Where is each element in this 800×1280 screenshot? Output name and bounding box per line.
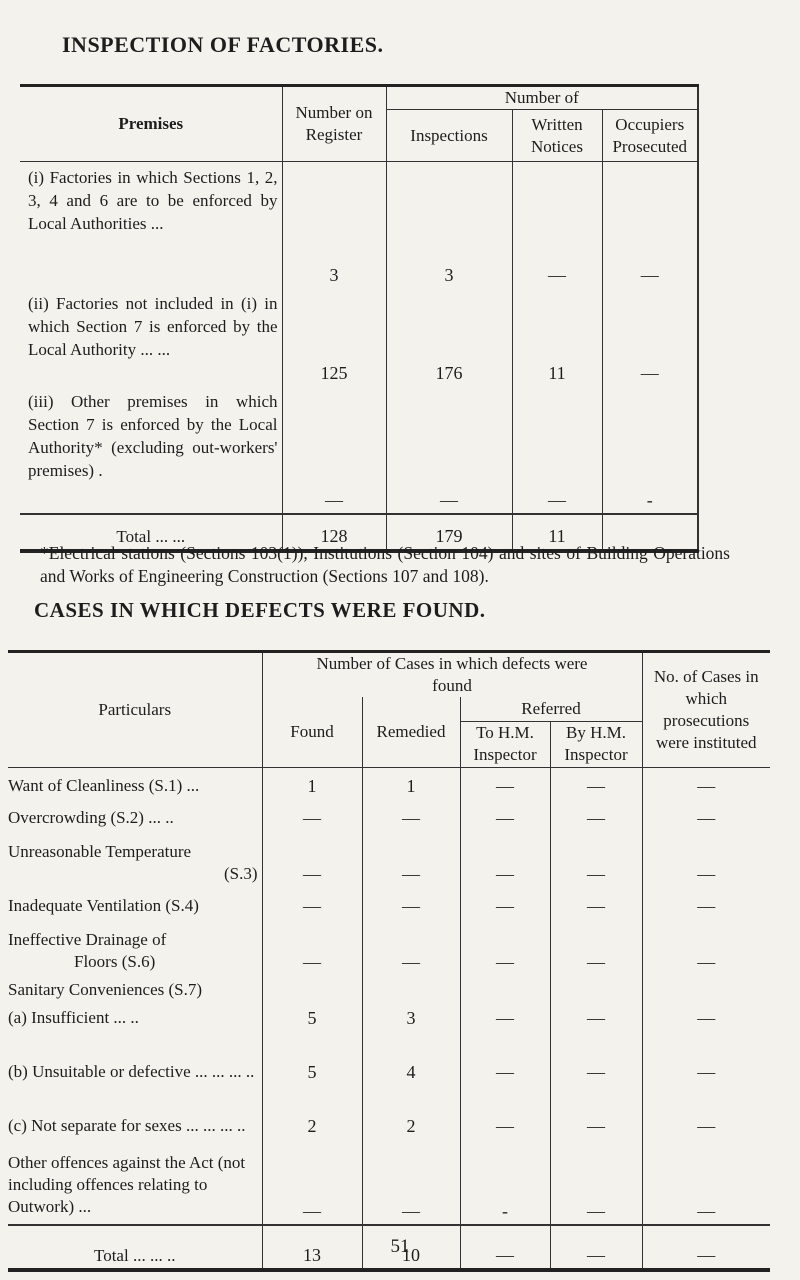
col-written-header: Written Notices xyxy=(512,110,602,162)
total-found: 13 xyxy=(262,1225,362,1270)
cell-remedied: — xyxy=(362,831,460,887)
col-to-hm-header: To H.M. Inspector xyxy=(460,721,550,767)
table-row xyxy=(20,162,698,288)
cell-by-hm: — xyxy=(550,919,642,975)
table-row xyxy=(8,975,770,1003)
cell-remedied: 2 xyxy=(362,1085,460,1139)
table-row xyxy=(8,1031,770,1085)
page-number: 51 xyxy=(390,1236,410,1257)
cell-written: — xyxy=(512,386,602,514)
footnote: *Electrical stations (Sections 103(1)), Institutions (Section 104) and sites of Building Operations and Works of Engineering Construction (Sections 107 and 108). xyxy=(40,543,730,586)
total-prosecutions: — xyxy=(642,1225,770,1270)
cell-remedied: 4 xyxy=(362,1031,460,1085)
cell-prosecuted: - xyxy=(602,386,698,514)
cell-register: 3 xyxy=(282,162,386,288)
table-row xyxy=(8,1139,770,1225)
row-label: Ineffective Drainage of xyxy=(8,930,167,949)
page-heading: INSPECTION OF FACTORIES. xyxy=(62,32,384,57)
row-label-section: Floors (S.6) xyxy=(74,952,156,971)
total-remedied: 10 xyxy=(362,1225,460,1270)
inspections-table xyxy=(20,84,699,553)
col-found-header: Found xyxy=(262,697,362,767)
col-remedied-header: Remedied xyxy=(362,697,460,767)
total-register: 128 xyxy=(282,514,386,551)
cell-prosecutions: — xyxy=(642,1139,770,1225)
table-row xyxy=(20,386,698,514)
row-label-cell xyxy=(8,831,262,887)
cell-prosecutions: — xyxy=(642,1031,770,1085)
cell-to-hm: — xyxy=(460,799,550,831)
row-label: Unreasonable Temperature xyxy=(8,842,192,861)
table-row xyxy=(8,1085,770,1139)
total-label: Total ... ... xyxy=(20,514,282,551)
col-number-of-header: Number of xyxy=(386,86,698,110)
col-referred-header: Referred xyxy=(460,697,642,721)
row-label: (a) Insufficient ... .. xyxy=(8,1008,139,1027)
cell-written: — xyxy=(512,162,602,288)
cell-prosecutions: — xyxy=(642,1003,770,1031)
cell-inspections: — xyxy=(386,386,512,514)
row-label: (b) Unsuitable or defective ... ... ... .. xyxy=(8,1062,255,1081)
cell-to-hm: — xyxy=(460,887,550,919)
cell-found: — xyxy=(262,799,362,831)
cell-prosecutions: — xyxy=(642,1085,770,1139)
cell-prosecutions: — xyxy=(642,919,770,975)
cell-found: — xyxy=(262,919,362,975)
cell-remedied: — xyxy=(362,799,460,831)
cell-register: — xyxy=(282,386,386,514)
cell-inspections: 3 xyxy=(386,162,512,288)
col-prosecutions-header: No. of Cases in which prosecutions were instituted xyxy=(642,652,770,768)
col-inspections-header: Inspections xyxy=(386,110,512,162)
cell-by-hm: — xyxy=(550,831,642,887)
total-written: 11 xyxy=(512,514,602,551)
row-label: (i) Factories in which Sections 1, 2, 3, 4 and 6 are to be enforced by Local Authorities ... xyxy=(28,168,278,233)
row-label: (iii) Other premises in which Section 7 is enforced by the Local Authority* (excluding out-workers' premises) . xyxy=(28,391,278,480)
cell-by-hm: — xyxy=(550,767,642,799)
cell-prosecuted: — xyxy=(602,162,698,288)
row-label-cell xyxy=(8,919,262,975)
cell-to-hm: — xyxy=(460,1085,550,1139)
cell-remedied: 3 xyxy=(362,1003,460,1031)
cell-by-hm: — xyxy=(550,1139,642,1225)
cell-to-hm: — xyxy=(460,919,550,975)
table-row xyxy=(8,831,770,887)
table-row xyxy=(8,1003,770,1031)
cell-found: 5 xyxy=(262,1031,362,1085)
col-particulars-header: Particulars xyxy=(8,652,262,768)
total-by-hm: — xyxy=(550,1225,642,1270)
row-label: Inadequate Ventilation (S.4) xyxy=(8,896,199,915)
section-heading: CASES IN WHICH DEFECTS WERE FOUND. xyxy=(34,598,486,622)
cell-found: 2 xyxy=(262,1085,362,1139)
cell-inspections: 176 xyxy=(386,288,512,386)
table-row xyxy=(8,799,770,831)
table-row xyxy=(8,887,770,919)
total-inspections: 179 xyxy=(386,514,512,551)
cell-found: — xyxy=(262,1139,362,1225)
cell-by-hm: — xyxy=(550,1031,642,1085)
cell-to-hm: — xyxy=(460,831,550,887)
cell-prosecutions: — xyxy=(642,831,770,887)
col-premises-header: Premises xyxy=(20,86,282,162)
cell-to-hm: — xyxy=(460,1003,550,1031)
cell-to-hm: - xyxy=(460,1139,550,1225)
col-number-cases-header: Number of Cases in which defects were found xyxy=(262,652,642,698)
row-label: Sanitary Conveniences (S.7) xyxy=(8,980,203,999)
table-row xyxy=(8,919,770,975)
cell-prosecuted: — xyxy=(602,288,698,386)
cell-by-hm: — xyxy=(550,1085,642,1139)
cell-prosecutions: — xyxy=(642,799,770,831)
cell-remedied: — xyxy=(362,887,460,919)
cell-found: 1 xyxy=(262,767,362,799)
cell-by-hm: — xyxy=(550,1003,642,1031)
cell-to-hm: — xyxy=(460,1031,550,1085)
total-to-hm: — xyxy=(460,1225,550,1270)
cell-found: — xyxy=(262,831,362,887)
col-prosecuted-header: Occupiers Prosecuted xyxy=(602,110,698,162)
col-by-hm-header: By H.M. Inspector xyxy=(550,721,642,767)
cell-prosecutions: — xyxy=(642,887,770,919)
cell-remedied: — xyxy=(362,919,460,975)
total-label: Total ... ... .. xyxy=(8,1225,262,1270)
cell-register: 125 xyxy=(282,288,386,386)
row-label: (c) Not separate for sexes ... ... ... .. xyxy=(8,1116,246,1135)
cell-found: — xyxy=(262,887,362,919)
cell-remedied: 1 xyxy=(362,767,460,799)
cell-by-hm: — xyxy=(550,887,642,919)
cell-by-hm: — xyxy=(550,799,642,831)
cell-prosecutions: — xyxy=(642,767,770,799)
col-register-header: Number on Register xyxy=(282,86,386,162)
cell-remedied: — xyxy=(362,1139,460,1225)
cell-written: 11 xyxy=(512,288,602,386)
table-row xyxy=(8,767,770,799)
row-label: Overcrowding (S.2) ... .. xyxy=(8,808,174,827)
row-label: (ii) Factories not included in (i) in which Section 7 is enforced by the Local Authority ... ... xyxy=(28,293,278,359)
cell-found: 5 xyxy=(262,1003,362,1031)
table-row xyxy=(20,288,698,386)
row-label: Other offences against the Act (not including offences relating to Outwork) ... xyxy=(8,1153,246,1216)
cell-to-hm: — xyxy=(460,767,550,799)
defects-table xyxy=(8,650,770,1272)
row-label: Want of Cleanliness (S.1) ... xyxy=(8,776,200,795)
row-label-section: (S.3) xyxy=(223,864,258,883)
